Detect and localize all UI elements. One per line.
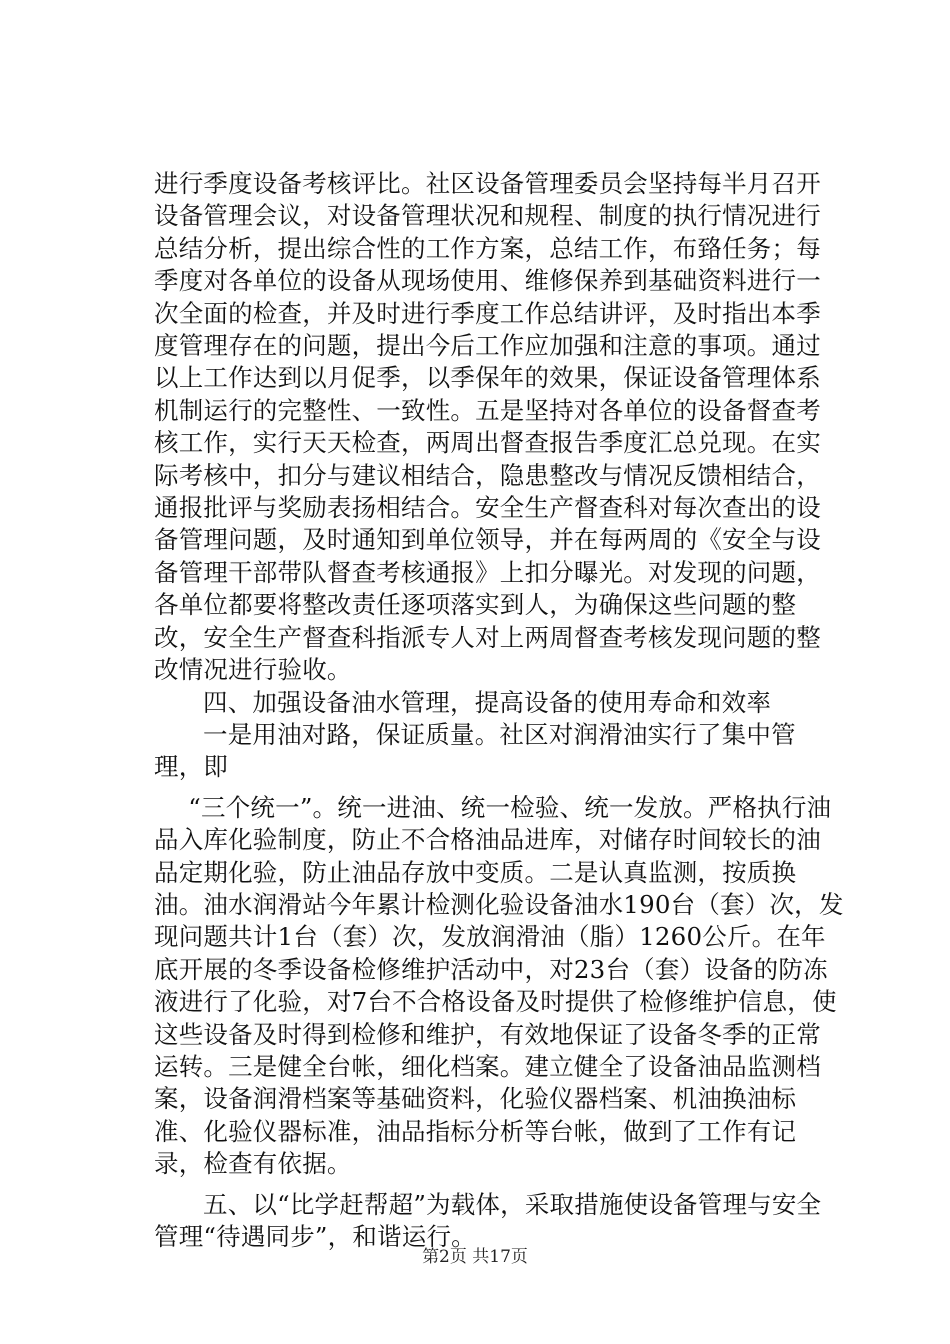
- document-body: [154, 168, 844, 1253]
- section-heading-oil-water-management: 四、加强设备油水管理，提高设备的使用寿命和效率: [203, 687, 772, 717]
- paragraph-equipment-assessment: 进行季度设备考核评比。社区设备管理委员会坚持每半月召开设备管理会议，对设备管理状况和规程、制度的执行情况进行总结分析，提出综合性的工作方案，总结工作，布臵任务；每季度对各单位的设备从现场使用、维修保养到基础资料进行一次全面的检查，并及时进行季度工作总结讲评，及时指出本季度管理存在的问题，提出今后工作应加强和注意的事项。通过以上工作达到以月促季，以季保年的效果，保证设备管理体系机制运行的完整性、一致性。五是坚持对各单位的设备督查考核工作，实行天天检查，两周出督查报告季度汇总兑现。在实际考核中，扣分与建议相结合，隐患整改与情况反馈相结合，通报批评与奖励表扬相结合。安全生产督查科对每次查出的设备管理问题，及时通知到单位领导，并在每两周的《安全与设备管理干部带队督查考核通报》上扣分曝光。对发现的问题，各单位都要将整改责任逐项落实到人，为确保这些问题的整改，安全生产督查科指派专人对上两周督查考核发现问题的整改情况进行验收。: [154, 169, 821, 685]
- paragraph-three-unifications: “三个统一”。统一进油、统一检验、统一发放。严格执行油品入库化验制度，防止不合格油品进库，对储存时间较长的油品定期化验，防止油品存放中变质。二是认真监测，按质换油。油水润滑站今年累计检测化验设备油水190台（套）次，发现问题共计1台（套）次，发放润滑油（脂）1260公斤。在年底开展的冬季设备检修维护活动中，对23台（套）设备的防冻液进行了化验，对7台不合格设备及时提供了检修维护信息，使这些设备及时得到检修和维护，有效地保证了设备冬季的正常运转。三是健全台帐，细化档案。建立健全了设备油品监测档案，设备润滑档案等基础资料，化验仪器档案、机油换油标准、化验仪器标准，油品指标分析等台帐，做到了工作有记录，检查有依据。: [154, 792, 844, 1179]
- section-heading-comparison-activity: 五、以“比学赶帮超”为载体，采取措施使设备管理与安全管理“待遇同步”，和谐运行。: [154, 1189, 822, 1251]
- page-number-footer: 第2页 共17页: [422, 1247, 528, 1267]
- paragraph-oil-usage: 一是用油对路，保证质量。社区对润滑油实行了集中管理，即: [154, 719, 796, 782]
